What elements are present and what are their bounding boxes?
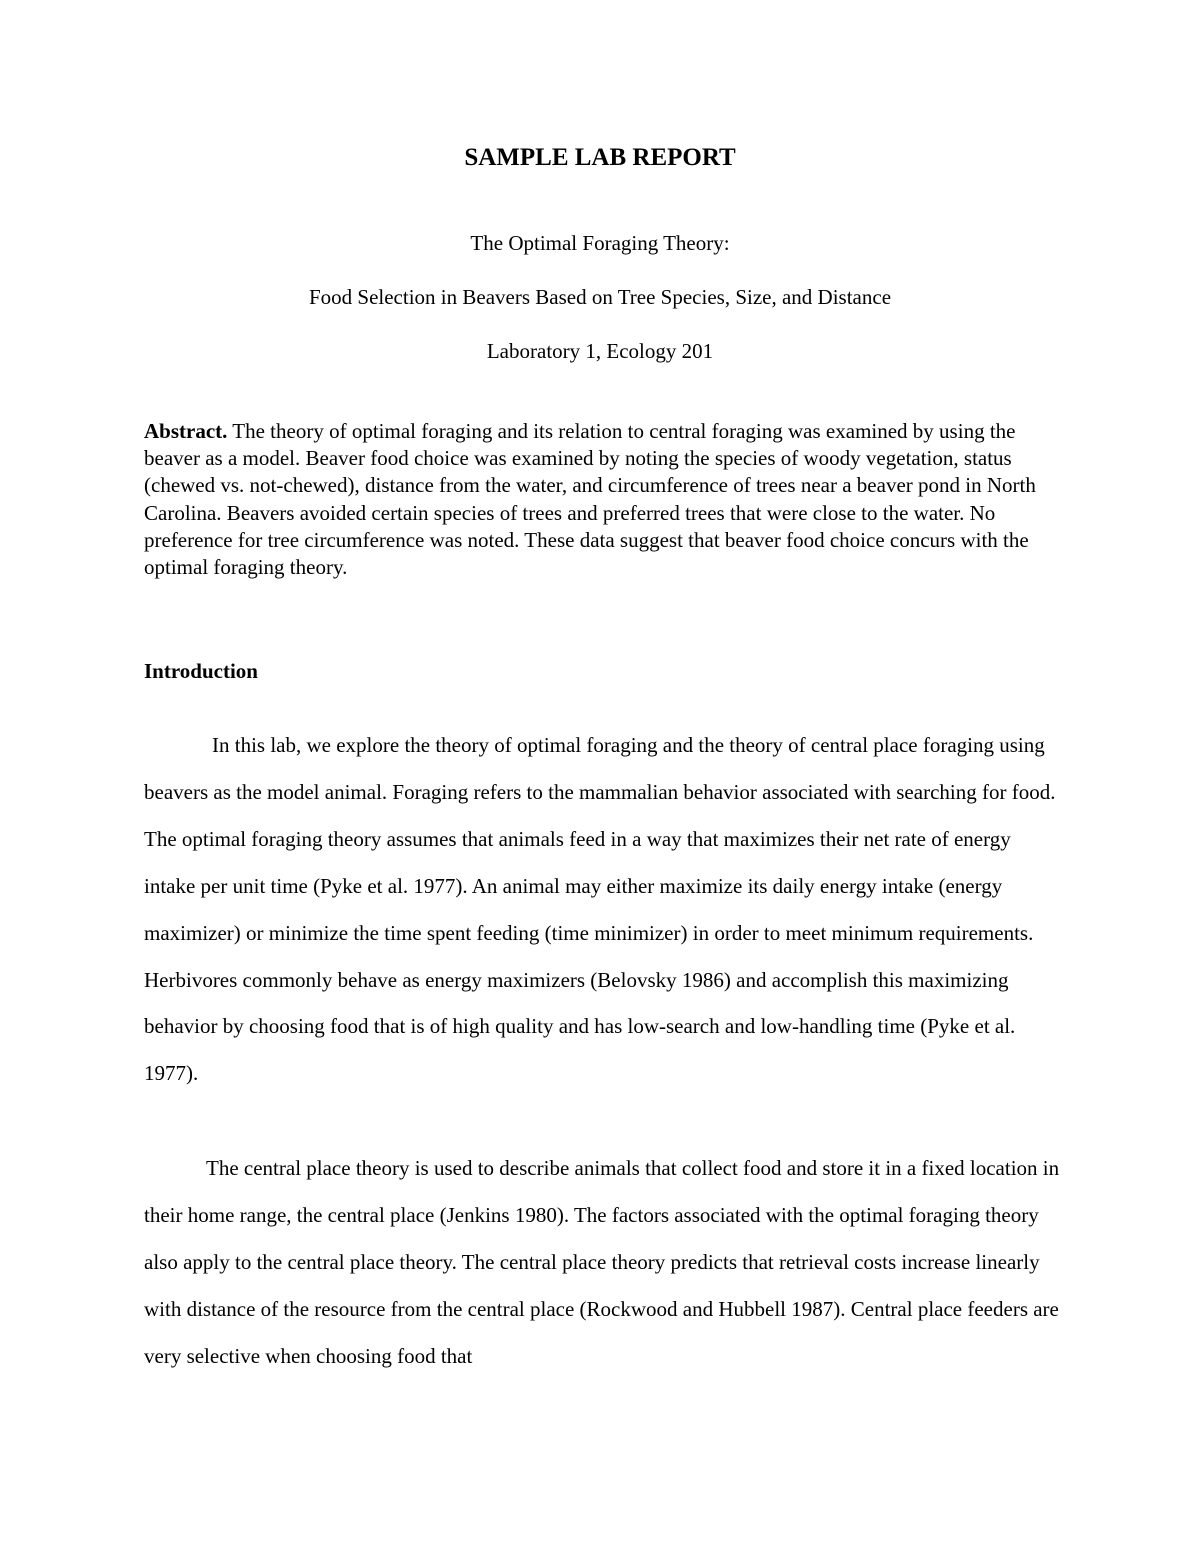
introduction-paragraph-1: In this lab, we explore the theory of optimal foraging and the theory of central place foraging using beavers as the model animal. Foraging refers to the mammalian behavior associated with searching for food. The optimal foraging theory assumes that animals feed in a way that maximizes their net rate of energy intake per unit time (Pyke et al. 1977). An animal may either maximize its daily energy intake (energy maximizer) or minimize the time spent feeding (time minimizer) in order to meet minimum requirements. Herbivores commonly behave as energy maximizers (Belovsky 1986) and accomplish this maximizing behavior by choosing food that is of high quality and has low-search and low-handling time (Pyke et al. 1977). [144,733,1056,1086]
document-title: SAMPLE LAB REPORT [464,144,736,171]
abstract-label: Abstract. [144,419,228,443]
introduction-heading: Introduction [144,659,258,683]
report-subtitle-line1: The Optimal Foraging Theory: [470,231,730,255]
introduction-paragraph-2: The central place theory is used to describe animals that collect food and store it in a fixed location in their home range, the central place (Jenkins 1980). The factors associated with the optimal foraging theory also apply to the central place theory. The central place theory predicts that retrieval costs increase linearly with distance of the resource from the central place (Rockwood and Hubbell 1987). Central place feeders are very selective when choosing food that [144,1156,1060,1368]
abstract-paragraph [144,418,1064,581]
abstract-text: The theory of optimal foraging and its relation to central foraging was examined by using the beaver as a model. Beaver food choice was examined by noting the species of woody vegetation, status (chewed vs. not-chewed), distance from the water, and circumference of trees near a beaver pond in North Carolina. Beavers avoided certain species of trees and preferred trees that were close to the water. No preference for tree circumference was noted. These data suggest that beaver food choice concurs with the optimal foraging theory. [144,419,1036,580]
lab-course-line: Laboratory 1, Ecology 201 [486,339,714,363]
report-subtitle-line2: Food Selection in Beavers Based on Tree Species, Size, and Distance [308,285,892,309]
